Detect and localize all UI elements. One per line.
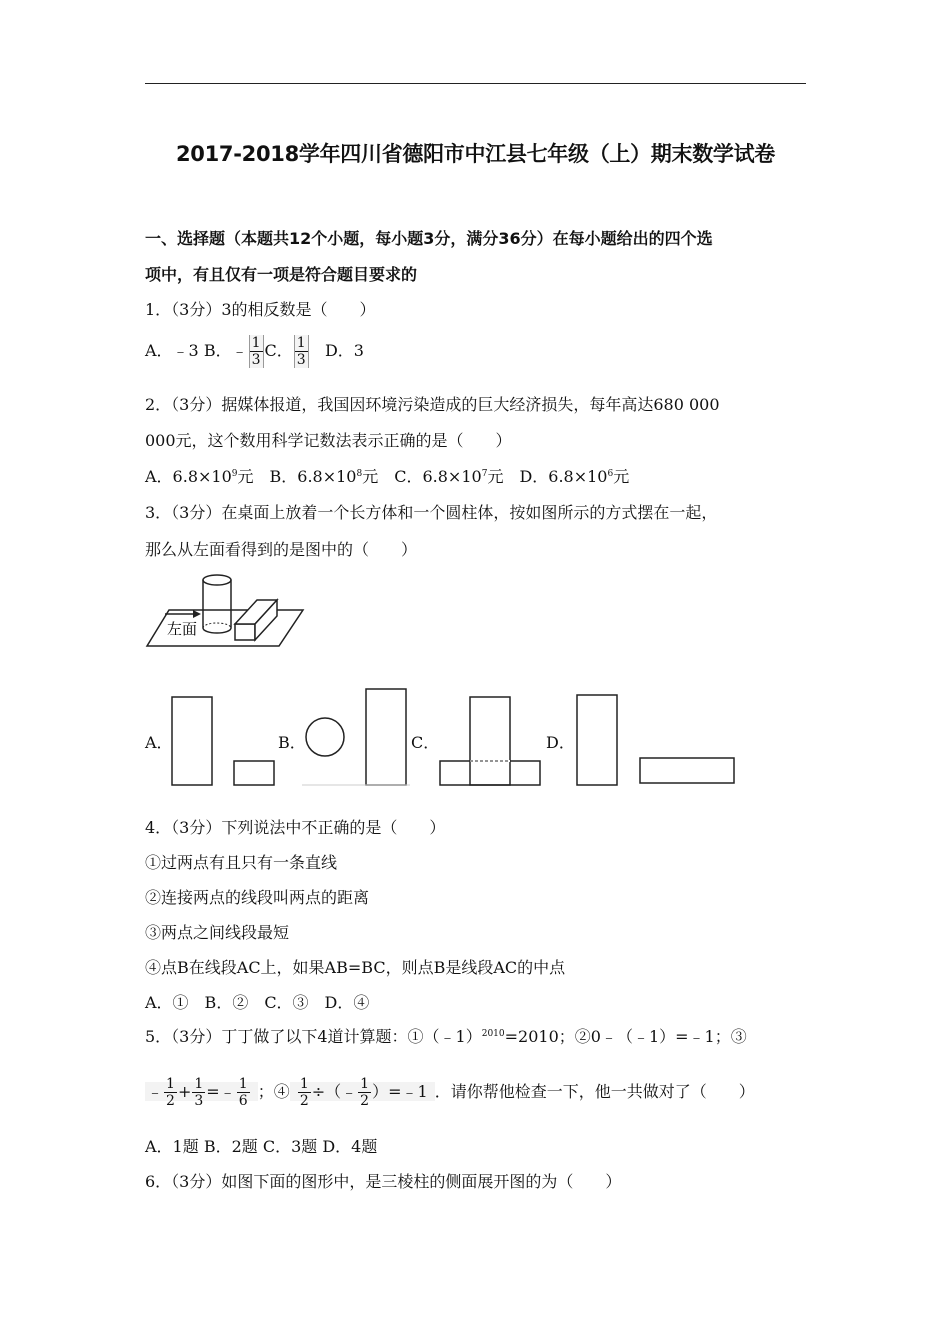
q3-option-d-figure xyxy=(574,692,738,790)
q2-options: A．$6.8\times 10^9$元 B．$6.8\times 10^8$元 C．$6.8\times 10^7$元 D．$6.8\times 10^6$元 xyxy=(145,467,630,486)
q3-3d-figure xyxy=(145,570,307,650)
q4-statement-1: ①过两点有且只有一条直线 xyxy=(145,853,338,872)
q5-equations: ﹣ $\frac{1}{2}$ + $\frac{1}{3}$ =﹣ $\frac{1}{6}$ ；④ $\frac{1}{2}$ ÷（﹣ $\frac{1}{2}$ ）=﹣1 ．请你帮他检查一下，他一共做对了（ ） xyxy=(147,1076,755,1109)
q4-stem: 4．（3分）下列说法中不正确的是（ ） xyxy=(145,818,446,837)
q4-statement-3: ③两点之间线段最短 xyxy=(145,923,290,942)
q4-options: A．① B．② C．③ D．④ xyxy=(145,993,370,1012)
q5-equation-4: $\frac{1}{2}$ ÷（﹣ $\frac{1}{2}$ ）=﹣1 xyxy=(290,1082,435,1101)
q4-statement-4: ④点B在线段AC上，如果AB=BC，则点B是线段AC的中点 xyxy=(145,958,566,977)
q6-stem: 6．（3分）如图下面的图形中，是三棱柱的侧面展开图的为（ ） xyxy=(145,1172,622,1191)
q5-question: ．请你帮他检查一下，他一共做对了（ ） xyxy=(434,1082,755,1101)
section-heading-line2: 项中，有且仅有一项是符合题目要求的 xyxy=(145,265,418,284)
q1-fraction-c: $\frac{1}{3}$ xyxy=(294,335,309,368)
q1-stem: 1．（3分）3的相反数是（ ） xyxy=(145,300,376,319)
q3-label-c: C． xyxy=(411,733,440,752)
q3-option-b-figure xyxy=(302,685,412,790)
q5-stem: 5．（3分）丁丁做了以下4道计算题：①（﹣1）$^{2010}$=2010；②0﹣（﹣1）=﹣1；③ xyxy=(145,1027,747,1046)
q1-option-d: D．3 xyxy=(324,341,364,360)
section-heading-line1: 一、选择题（本题共12个小题，每小题3分，满分36分）在每小题给出的四个选 xyxy=(145,229,713,248)
q2-stem-line1: 2．（3分）据媒体报道，我国因环境污染造成的巨大经济损失，每年高达680 000 xyxy=(145,395,720,414)
q1-options xyxy=(145,335,364,368)
q2-stem-line2: 000元，这个数用科学记数法表示正确的是（ ） xyxy=(145,431,512,450)
q5-options: A．1题 B．2题 C．3题 D．4题 xyxy=(145,1137,378,1156)
q3-figure-label: 左面 xyxy=(167,620,198,638)
q3-label-d: D． xyxy=(546,733,575,752)
q4-statement-2: ②连接两点的线段叫两点的距离 xyxy=(145,888,370,907)
q3-option-c-figure xyxy=(438,695,544,790)
q1-option-c: C． xyxy=(264,341,293,360)
page-title: 2017-2018学年四川省德阳市中江县七年级（上）期末数学试卷 xyxy=(175,142,775,166)
q3-stem-line2: 那么从左面看得到的是图中的（ ） xyxy=(145,540,418,559)
q1-option-a-b: A．﹣3 B．﹣ xyxy=(145,341,248,360)
q5-equation-3: ﹣ $\frac{1}{2}$ + $\frac{1}{3}$ =﹣ $\frac{1}{6}$ xyxy=(145,1082,258,1101)
top-rule xyxy=(145,83,806,84)
q3-label-a: A． xyxy=(145,733,173,752)
q3-label-b: B． xyxy=(278,733,306,752)
q1-fraction-b: $\frac{1}{3}$ xyxy=(249,335,264,368)
q3-stem-line1: 3．（3分）在桌面上放着一个长方体和一个圆柱体，按如图所示的方式摆在一起， xyxy=(145,503,718,522)
q3-option-a-figure xyxy=(170,695,280,790)
